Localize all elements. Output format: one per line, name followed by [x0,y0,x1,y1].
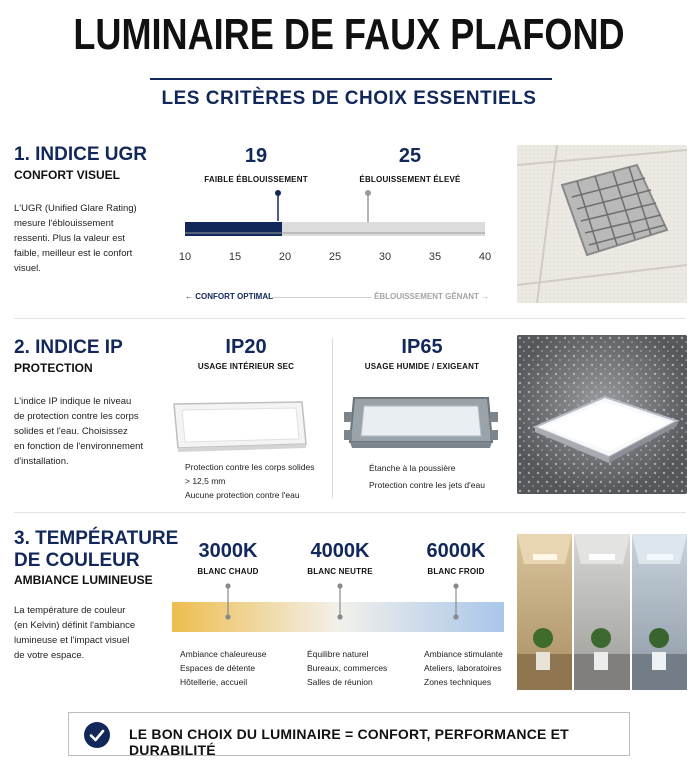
temp-6000-notes: Ambiance stimulante Ateliers, laboratoires Zones techniques [424,649,503,687]
ip65-label: USAGE HUMIDE / EXIGEANT [364,362,480,371]
ugr-section-title: 1. INDICE UGR [14,144,148,165]
page-subtitle: LES CRITÈRES DE CHOIX ESSENTIELS [161,88,537,109]
ugr-tick: 40 [478,251,492,263]
temp-6000-label: BLANC FROID [427,567,485,576]
ugr-photo-louver-light [517,145,687,303]
temp-6000-value: 6000K [426,540,486,562]
ugr-caption-divider [272,297,372,298]
ip-section-title: 2. INDICE IP [14,337,123,358]
footer-banner [68,712,630,756]
warm-room-photo [517,534,572,690]
ip20-panel-illustration [170,394,310,454]
arrow-right-icon: → [481,292,490,301]
neutral-room-photo [574,534,630,690]
temp-gradient-bar [170,580,506,636]
footer-text: LE BON CHOIX DU LUMINAIRE = CONFORT, PERFORMANCE ET DURABILITÉ [129,726,569,758]
ugr-tick: 25 [328,251,342,263]
ugr-section-subtitle: CONFORT VISUEL [14,168,121,182]
ugr-right-caption: ÉBLOUISSEMENT GÊNANT → [374,292,490,301]
temp-description: La température de couleur (en Kelvin) définit l'ambiance lumineuse et l'impact visuel de votre espace. [14,605,136,661]
ip-column-divider [332,338,333,498]
ip-section-subtitle: PROTECTION [14,361,93,375]
arrow-left-icon: ← [185,292,193,301]
temp-section-subtitle: AMBIANCE LUMINEUSE [14,573,153,587]
ugr-low-value: 19 [244,145,268,167]
ip65-code: IP65 [401,336,443,358]
ip-description: L'indice IP indique le niveau de protection contre les corps solides et l'eau. Choisissez en fonction de l'environnement d'installation. [14,396,144,467]
temp-4000-value: 4000K [310,540,370,562]
ugr-scale-bar [178,185,498,245]
page-title: LUMINAIRE DE FAUX PLAFOND [73,10,625,59]
ugr-high-value: 25 [398,145,422,167]
temp-section-title: 3. TEMPÉRATURE DE COULEUR [14,528,179,571]
temp-4000-label: BLANC NEUTRE [307,567,373,576]
ugr-high-marker-dot [365,190,371,196]
ip20-notes: Protection contre les corps solides > 12,5 mm Aucune protection contre l'eau [185,462,315,500]
cool-room-photo [632,534,687,690]
ugr-high-label: ÉBLOUISSEMENT ÉLEVÉ [359,175,461,184]
ugr-tick: 15 [228,251,242,263]
ip20-label: USAGE INTÉRIEUR SEC [197,362,295,371]
ugr-low-label: FAIBLE ÉBLOUISSEMENT [204,175,308,184]
temp-3000-marker [225,583,230,588]
check-circle-icon [83,721,111,749]
ugr-tick: 30 [378,251,392,263]
temp-3000-value: 3000K [198,540,258,562]
temp-3000-label: BLANC CHAUD [197,567,259,576]
ugr-low-marker-dot [275,190,281,196]
ugr-tick: 10 [178,251,192,263]
ugr-description: L'UGR (Unified Glare Rating) mesure l'éblouissement ressenti. Plus la valeur est faible, meilleur est le confort visuel. [14,203,137,274]
temp-3000-notes: Ambiance chaleureuse Espaces de détente Hôtellerie, accueil [180,649,267,687]
ip-photo-wet-panel [517,335,687,494]
temp-photo-rooms [517,534,687,690]
section-divider [14,512,686,513]
ugr-tick: 35 [428,251,442,263]
ugr-bar-fill [185,222,282,236]
ip65-notes: Étanche à la poussière Protection contre les jets d'eau [369,463,485,490]
title-divider [150,78,552,80]
ugr-tick: 20 [278,251,292,263]
ip65-panel-illustration [344,392,498,454]
temp-6000-marker [453,583,458,588]
ugr-left-caption: ← CONFORT OPTIMAL [185,292,274,301]
ip20-code: IP20 [225,336,267,358]
temp-4000-marker [337,583,342,588]
section-divider [14,318,686,319]
temp-4000-notes: Équilibre naturel Bureaux, commerces Salles de réunion [307,649,388,687]
